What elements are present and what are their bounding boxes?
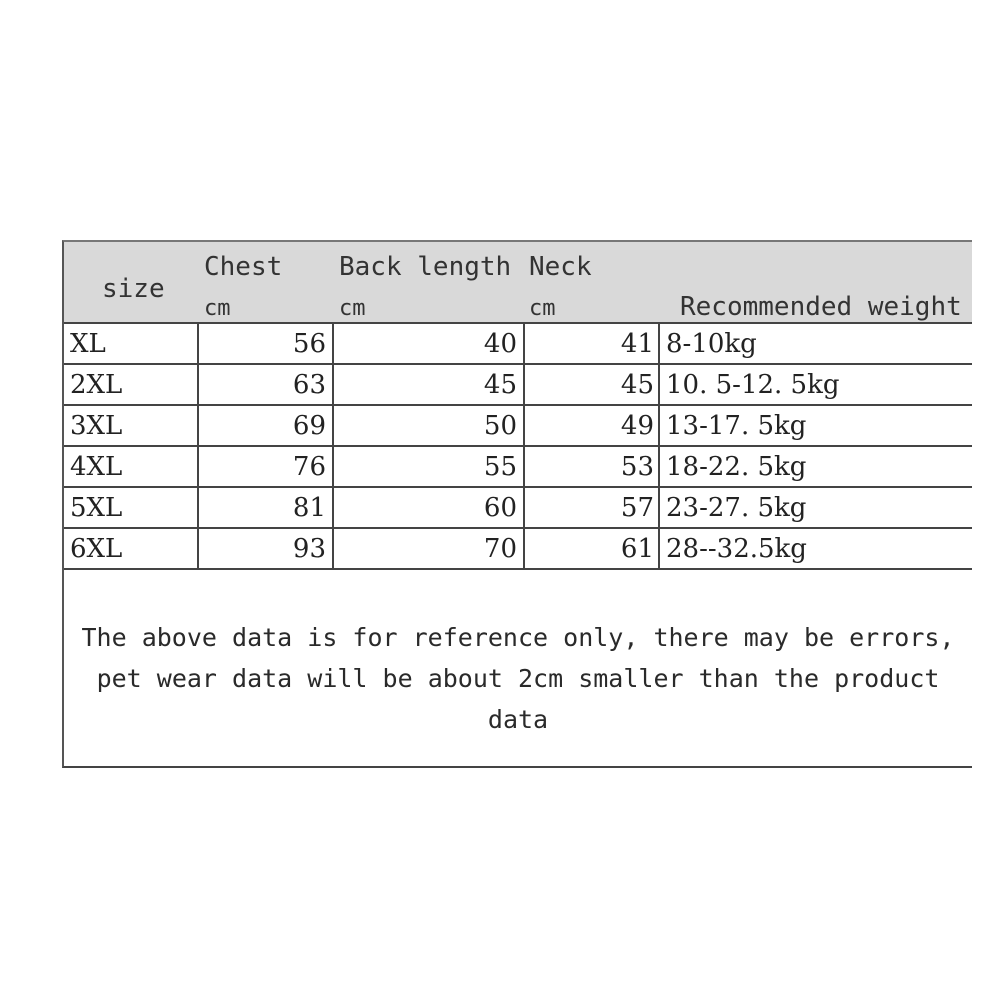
cell-weight: 23-27. 5kg <box>666 493 807 523</box>
cell-size: XL <box>64 324 199 363</box>
table-row <box>64 406 972 447</box>
cell-neck: 61 <box>525 529 660 568</box>
cell-back-length: 70 <box>334 529 525 568</box>
cell-neck: 57 <box>525 488 660 527</box>
cell-chest: 69 <box>199 406 334 445</box>
cell-neck: 41 <box>525 324 660 363</box>
cell-back-length: 40 <box>334 324 525 363</box>
cell-chest: 76 <box>199 447 334 486</box>
table-row <box>64 324 972 365</box>
table-row <box>64 529 972 570</box>
cell-weight: 13-17. 5kg <box>666 411 807 441</box>
cell-chest: 56 <box>199 324 334 363</box>
header-neck: Neck <box>529 252 592 282</box>
cell-back-length: 45 <box>334 365 525 404</box>
cell-weight: 10. 5-12. 5kg <box>666 370 840 400</box>
header-chest-unit: cm <box>204 296 231 321</box>
table-row <box>64 488 972 529</box>
table-row <box>64 365 972 406</box>
cell-neck: 45 <box>525 365 660 404</box>
cell-back-length: 50 <box>334 406 525 445</box>
cell-size: 2XL <box>64 365 199 404</box>
table-row <box>64 447 972 488</box>
cell-chest: 93 <box>199 529 334 568</box>
header-chest: Chest <box>204 252 283 282</box>
cell-size: 4XL <box>64 447 199 486</box>
cell-back-length: 60 <box>334 488 525 527</box>
header-back-length: Back length <box>339 252 512 282</box>
cell-weight: 18-22. 5kg <box>666 452 807 482</box>
cell-size: 6XL <box>64 529 199 568</box>
cell-neck: 49 <box>525 406 660 445</box>
cell-size: 3XL <box>64 406 199 445</box>
cell-weight: 28--32.5kg <box>666 534 807 564</box>
size-chart-table <box>62 240 972 768</box>
cell-size: 5XL <box>64 488 199 527</box>
cell-chest: 63 <box>199 365 334 404</box>
header-back-length-unit: cm <box>339 296 366 321</box>
header-recommended-weight: Recommended weight <box>680 292 962 322</box>
reference-note: The above data is for reference only, there may be errors, pet wear data will be about 2cm smaller than the product data <box>81 623 955 734</box>
header-neck-unit: cm <box>529 296 556 321</box>
cell-neck: 53 <box>525 447 660 486</box>
cell-back-length: 55 <box>334 447 525 486</box>
header-size: size <box>102 274 165 304</box>
table-header-row <box>64 242 972 324</box>
cell-weight: 8-10kg <box>666 329 757 359</box>
cell-chest: 81 <box>199 488 334 527</box>
